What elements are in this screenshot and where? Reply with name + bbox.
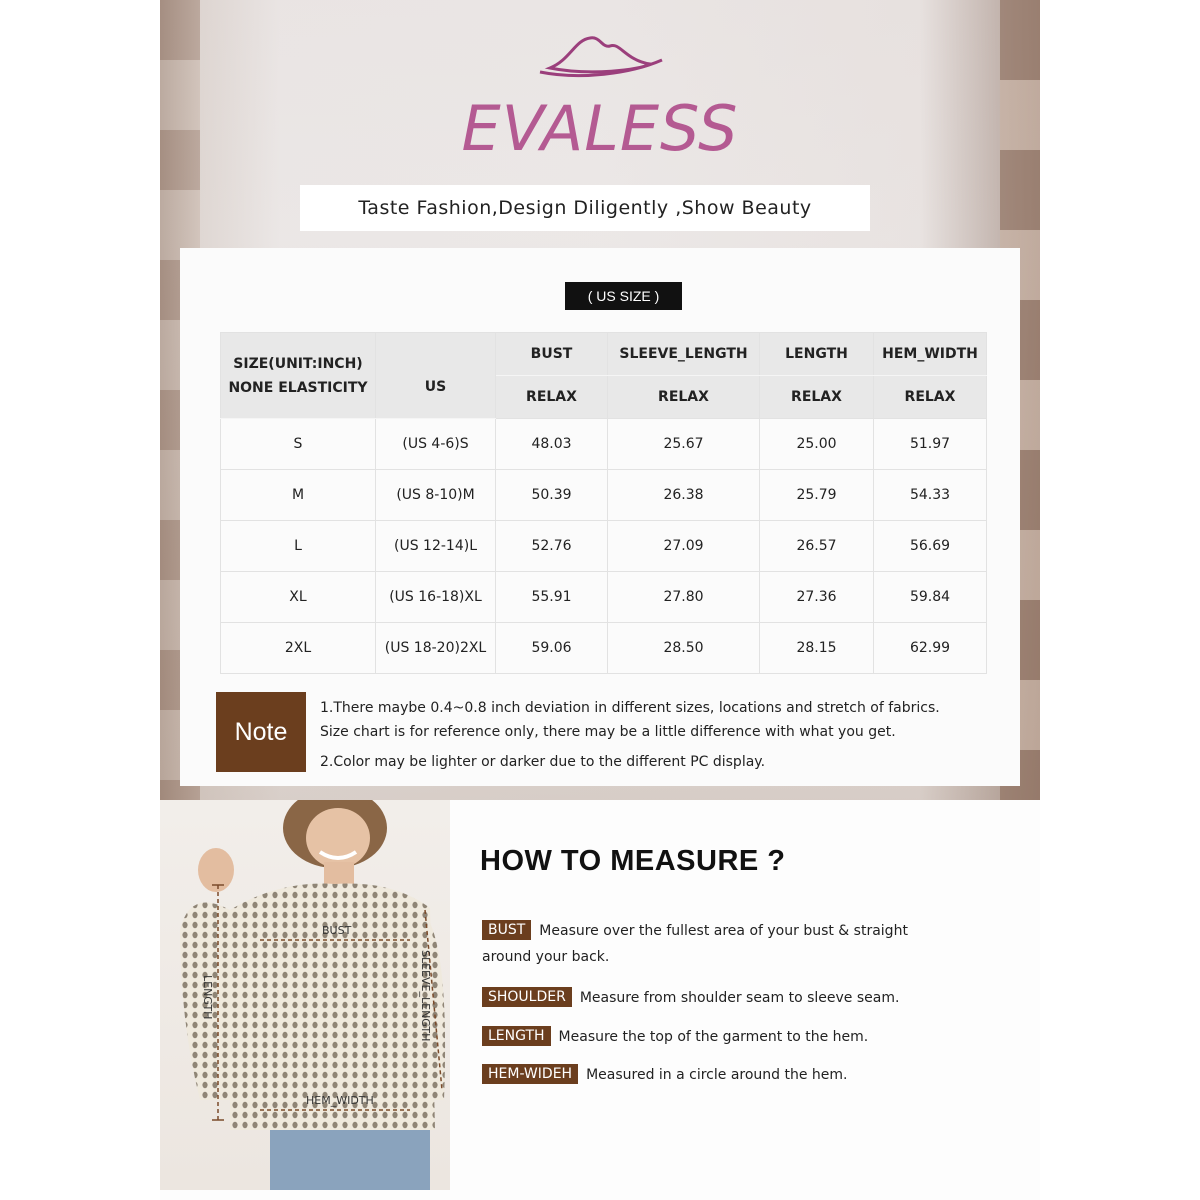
cell-size: XL bbox=[221, 572, 376, 623]
how-to-measure-title: HOW TO MEASURE ? bbox=[480, 845, 786, 877]
header-size-unit: SIZE(UNIT:INCH) NONE ELASTICITY bbox=[221, 333, 376, 419]
cell-us: (US 16-18)XL bbox=[376, 572, 496, 623]
cell-us: (US 8-10)M bbox=[376, 470, 496, 521]
cell-bust: 55.91 bbox=[496, 572, 608, 623]
size-table bbox=[220, 332, 987, 674]
brand-name: EVALESS bbox=[461, 92, 739, 165]
header-us: US bbox=[376, 333, 496, 419]
model-photo bbox=[160, 800, 450, 1190]
note-line-1b: Size chart is for reference only, there may be a little difference with what you get. bbox=[320, 724, 896, 740]
note-line-1: 1.There maybe 0.4~0.8 inch deviation in different sizes, locations and stretch of fabrics. bbox=[320, 700, 940, 716]
table-row bbox=[221, 521, 987, 572]
cell-sleeve: 27.09 bbox=[608, 521, 760, 572]
cell-size: S bbox=[221, 419, 376, 470]
diagram-length-label: LENGTH bbox=[201, 975, 214, 1020]
hat-logo-icon bbox=[530, 30, 670, 80]
cell-size: 2XL bbox=[221, 623, 376, 674]
note-label: Note bbox=[216, 692, 306, 772]
brand-logo bbox=[160, 30, 1040, 165]
note-text bbox=[320, 696, 1020, 774]
cell-hem: 51.97 bbox=[874, 419, 987, 470]
measure-tag: LENGTH bbox=[482, 1026, 551, 1046]
table-row bbox=[221, 572, 987, 623]
cell-bust: 52.76 bbox=[496, 521, 608, 572]
cell-bust: 50.39 bbox=[496, 470, 608, 521]
cell-size: L bbox=[221, 521, 376, 572]
subheader-relax: RELAX bbox=[760, 376, 874, 419]
cell-hem: 62.99 bbox=[874, 623, 987, 674]
cell-sleeve: 25.67 bbox=[608, 419, 760, 470]
measure-item-hem: HEM-WIDEH Measured in a circle around the hem. bbox=[482, 1062, 1022, 1088]
table-header-row bbox=[221, 333, 987, 376]
header-bust: BUST bbox=[496, 333, 608, 376]
cell-length: 25.00 bbox=[760, 419, 874, 470]
cell-hem: 56.69 bbox=[874, 521, 987, 572]
cell-us: (US 18-20)2XL bbox=[376, 623, 496, 674]
measure-item-shoulder: SHOULDER Measure from shoulder seam to sleeve seam. bbox=[482, 985, 1022, 1011]
cell-bust: 48.03 bbox=[496, 419, 608, 470]
header-length: LENGTH bbox=[760, 333, 874, 376]
header-sleeve-length: SLEEVE_LENGTH bbox=[608, 333, 760, 376]
cell-us: (US 4-6)S bbox=[376, 419, 496, 470]
table-row bbox=[221, 419, 987, 470]
cell-length: 27.36 bbox=[760, 572, 874, 623]
measure-tag: SHOULDER bbox=[482, 987, 572, 1007]
diagram-hem-label: HEM_WIDTH bbox=[306, 1094, 374, 1107]
measure-item-length: LENGTH Measure the top of the garment to the hem. bbox=[482, 1024, 1022, 1050]
cell-length: 28.15 bbox=[760, 623, 874, 674]
table-row bbox=[221, 470, 987, 521]
measure-tag: BUST bbox=[482, 920, 531, 940]
cell-length: 26.57 bbox=[760, 521, 874, 572]
measure-tag: HEM-WIDEH bbox=[482, 1064, 578, 1084]
cell-length: 25.79 bbox=[760, 470, 874, 521]
diagram-bust-label: BUST bbox=[322, 924, 352, 937]
cell-us: (US 12-14)L bbox=[376, 521, 496, 572]
cell-size: M bbox=[221, 470, 376, 521]
size-chart-card bbox=[180, 248, 1020, 786]
how-to-measure-section bbox=[160, 800, 1040, 1200]
cell-sleeve: 27.80 bbox=[608, 572, 760, 623]
size-chart-poster bbox=[160, 0, 1040, 1200]
cell-sleeve: 26.38 bbox=[608, 470, 760, 521]
header-hem-width: HEM_WIDTH bbox=[874, 333, 987, 376]
us-size-badge: ( US SIZE ) bbox=[565, 282, 682, 310]
subheader-relax: RELAX bbox=[874, 376, 987, 419]
note-line-2: 2.Color may be lighter or darker due to the different PC display. bbox=[320, 754, 766, 770]
cell-sleeve: 28.50 bbox=[608, 623, 760, 674]
subheader-relax: RELAX bbox=[608, 376, 760, 419]
measure-item-bust: BUST Measure over the fullest area of your bust & straight around your back. bbox=[482, 922, 908, 965]
diagram-sleeve-label: SLEEVE_LENGTH bbox=[419, 950, 432, 1042]
subheader-relax: RELAX bbox=[496, 376, 608, 419]
cell-hem: 54.33 bbox=[874, 470, 987, 521]
brand-tagline: Taste Fashion,Design Diligently ,Show Beauty bbox=[300, 185, 870, 231]
cell-bust: 59.06 bbox=[496, 623, 608, 674]
model-sweater-illustration bbox=[160, 800, 450, 1190]
table-row bbox=[221, 623, 987, 674]
cell-hem: 59.84 bbox=[874, 572, 987, 623]
